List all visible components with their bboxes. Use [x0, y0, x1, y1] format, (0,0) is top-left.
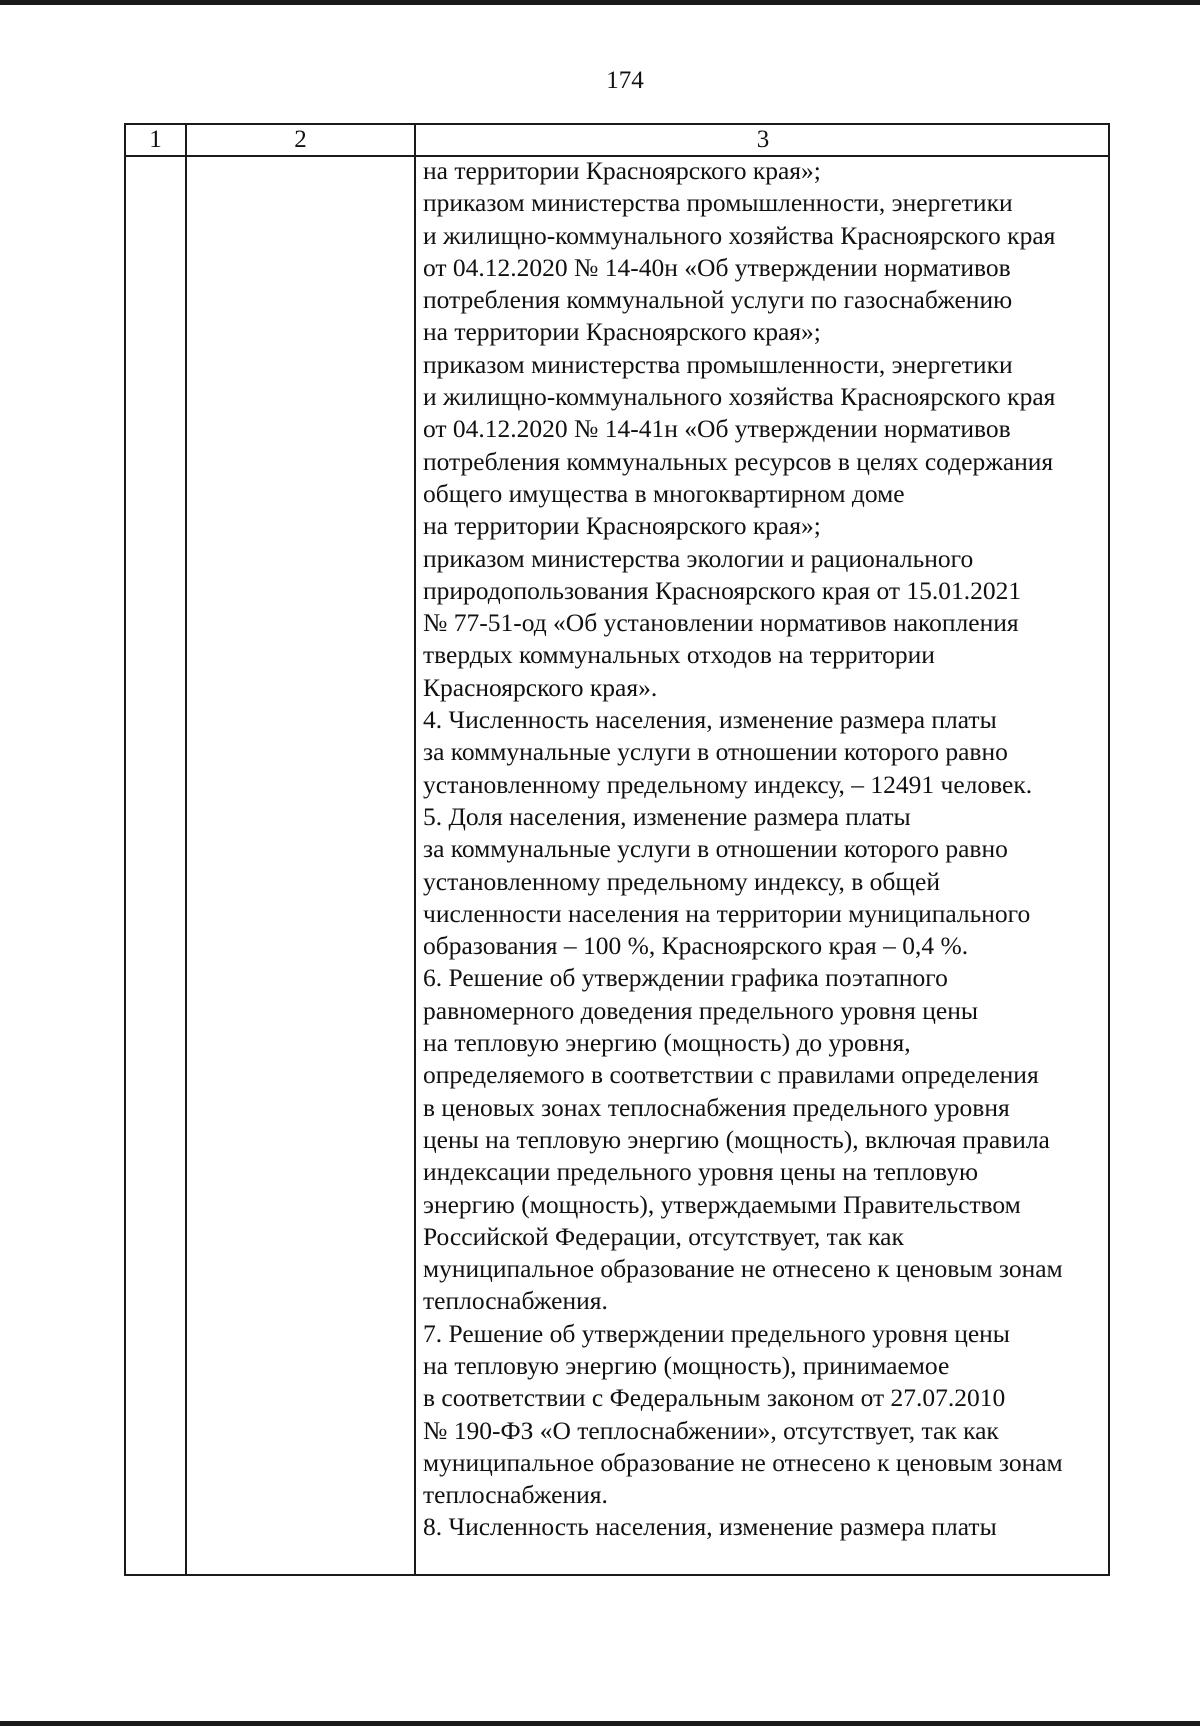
text-line: в соответствии с Федеральным законом от 27.07.2010	[423, 1383, 1006, 1413]
text-line: 6. Решение об утверждении графика поэтапного	[423, 963, 948, 993]
text-line: в ценовых зонах теплоснабжения предельного уровня	[423, 1092, 1010, 1122]
text-line: от 04.12.2020 № 14-40н «Об утверждении нормативов	[423, 252, 1011, 282]
text-line: приказом министерства экологии и рационального	[423, 543, 974, 573]
text-line: твердых коммунальных отходов на территории	[423, 640, 935, 670]
column-divider-2	[414, 125, 416, 1574]
text-line: на тепловую энергию (мощность) до уровня,	[423, 1028, 911, 1058]
text-line: природопользования Красноярского края от 15.01.2021	[423, 575, 1022, 605]
text-line: 4. Численность населения, изменение размера платы	[423, 705, 997, 735]
text-line: теплоснабжения.	[423, 1286, 608, 1316]
text-line: муниципальное образование не отнесено к ценовым зонам	[423, 1254, 1063, 1284]
text-line: и жилищно-коммунального хозяйства Красноярского края	[423, 220, 1056, 250]
text-line: на территории Красноярского края»;	[423, 511, 821, 541]
text-line: 8. Численность населения, изменение размера платы	[423, 1512, 997, 1542]
text-line: равномерного доведения предельного уровня цены	[423, 995, 979, 1025]
text-line: муниципальное образование не отнесено к ценовым зонам	[423, 1447, 1063, 1477]
text-line: общего имущества в многоквартирном доме	[423, 478, 905, 508]
document-table	[124, 123, 1110, 1576]
text-line: численности населения на территории муниципального	[423, 898, 1031, 928]
text-line: за коммунальные услуги в отношении которого равно	[423, 737, 1008, 767]
text-line: потребления коммунальных ресурсов в целях содержания	[423, 446, 1054, 476]
text-line: на территории Красноярского края»;	[423, 156, 821, 185]
text-line: от 04.12.2020 № 14-41н «Об утверждении нормативов	[423, 414, 1011, 444]
text-line: индексации предельного уровня цены на тепловую	[423, 1157, 979, 1187]
column-divider-1	[185, 125, 187, 1574]
scan-top-border	[0, 0, 1200, 5]
page-number: 174	[606, 67, 644, 94]
scan-bottom-border	[0, 1721, 1200, 1726]
text-line: установленному предельному индексу, – 12491 человек.	[423, 769, 1033, 799]
text-line: приказом министерства промышленности, энергетики	[423, 188, 1013, 218]
column-3-content	[423, 155, 1113, 1544]
text-line: на тепловую энергию (мощность), принимаемое	[423, 1350, 950, 1380]
text-line: Красноярского края».	[423, 672, 658, 702]
text-line: энергию (мощность), утверждаемыми Правительством	[423, 1189, 1021, 1219]
column-header-2: 2	[294, 126, 307, 153]
text-line: на территории Красноярского края»;	[423, 317, 821, 347]
column-header-1: 1	[149, 126, 162, 153]
text-line: потребления коммунальной услуги по газоснабжению	[423, 285, 1013, 315]
text-line: теплоснабжения.	[423, 1480, 608, 1510]
text-line: определяемого в соответствии с правилами определения	[423, 1060, 1039, 1090]
text-line: № 77-51-од «Об установлении нормативов накопления	[423, 608, 1019, 638]
text-line: 5. Доля населения, изменение размера платы	[423, 801, 911, 831]
column-header-3: 3	[756, 126, 770, 153]
text-line: 7. Решение об утверждении предельного уровня цены	[423, 1318, 1010, 1348]
text-line: образования – 100 %, Красноярского края – 0,4 %.	[423, 931, 969, 961]
text-line: приказом министерства промышленности, энергетики	[423, 349, 1013, 379]
text-line: за коммунальные услуги в отношении которого равно	[423, 834, 1008, 864]
text-line: цены на тепловую энергию (мощность), включая правила	[423, 1124, 1050, 1154]
text-line: установленному предельному индексу, в общей	[423, 866, 941, 896]
text-line: и жилищно-коммунального хозяйства Красноярского края	[423, 382, 1056, 412]
text-line: Российской Федерации, отсутствует, так как	[423, 1221, 904, 1251]
text-line: № 190-ФЗ «О теплоснабжении», отсутствует, так как	[423, 1415, 999, 1445]
